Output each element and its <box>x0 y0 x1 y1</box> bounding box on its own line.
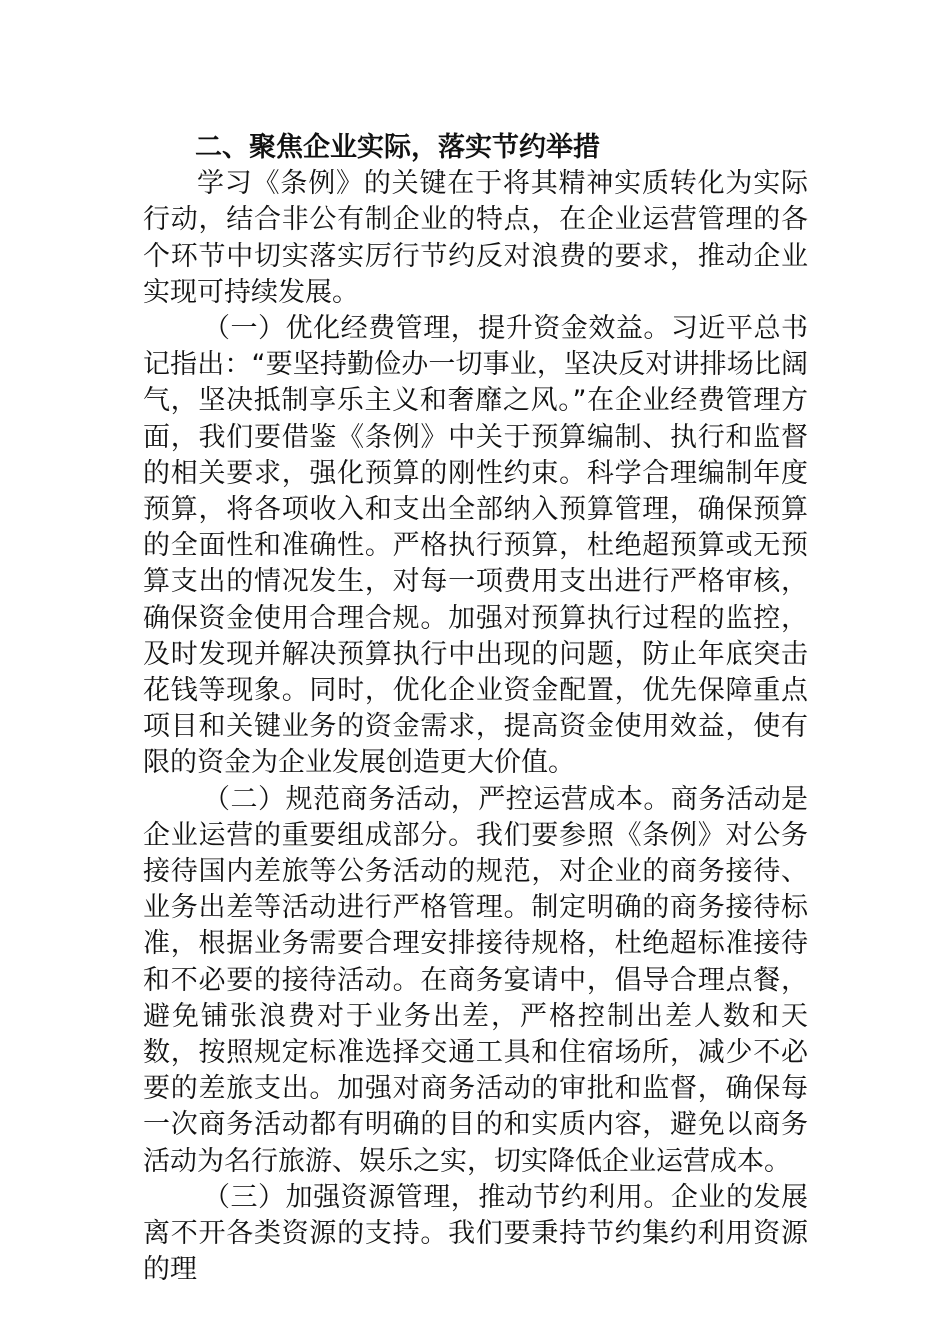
paragraph-resource-management: （三）加强资源管理，推动节约利用。企业的发展离不开各类资源的支持。我们要秉持节约集约利用资源的理 <box>143 1181 808 1286</box>
document-body <box>143 130 808 1289</box>
intro-paragraph: 学习《条例》的关键在于将其精神实质转化为实际行动，结合非公有制企业的特点，在企业运营管理的各个环节中切实落实厉行节约反对浪费的要求，推动企业实现可持续发展。 <box>143 168 808 308</box>
paragraph-budget-management: （一）优化经费管理，提升资金效益。习近平总书记指出：“要坚持勤俭办一切事业，坚决反对讲排场比阔气，坚决抵制享乐主义和奢靡之风。”在企业经费管理方面，我们要借鉴《条例》中关于预算编制、执行和监督的相关要求，强化预算的刚性约束。科学合理编制年度预算，将各项收入和支出全部纳入预算管理，确保预算的全面性和准确性。严格执行预算，杜绝超预算或无预算支出的情况发生，对每一项费用支出进行严格审核，确保资金使用合理合规。加强对预算执行过程的监控，及时发现并解决预算执行中出现的问题，防止年底突击花钱等现象。同时，优化企业资金配置，优先保障重点项目和关键业务的资金需求，提高资金使用效益，使有限的资金为企业发展创造更大价值。 <box>143 313 808 779</box>
section-heading: 二、聚焦企业实际，落实节约举措 <box>195 132 600 163</box>
paragraph-business-activities: （二）规范商务活动，严控运营成本。商务活动是企业运营的重要组成部分。我们要参照《条例》对公务接待国内差旅等公务活动的规范，对企业的商务接待、业务出差等活动进行严格管理。制定明确的商务接待标准，根据业务需要合理安排接待规格，杜绝超标准接待和不必要的接待活动。在商务宴请中，倡导合理点餐，避免铺张浪费对于业务出差，严格控制出差人数和天数，按照规定标准选择交通工具和住宿场所，减少不必要的差旅支出。加强对商务活动的审批和监督，确保每一次商务活动都有明确的目的和实质内容，避免以商务活动为名行旅游、娱乐之实，切实降低企业运营成本。 <box>143 783 808 1177</box>
